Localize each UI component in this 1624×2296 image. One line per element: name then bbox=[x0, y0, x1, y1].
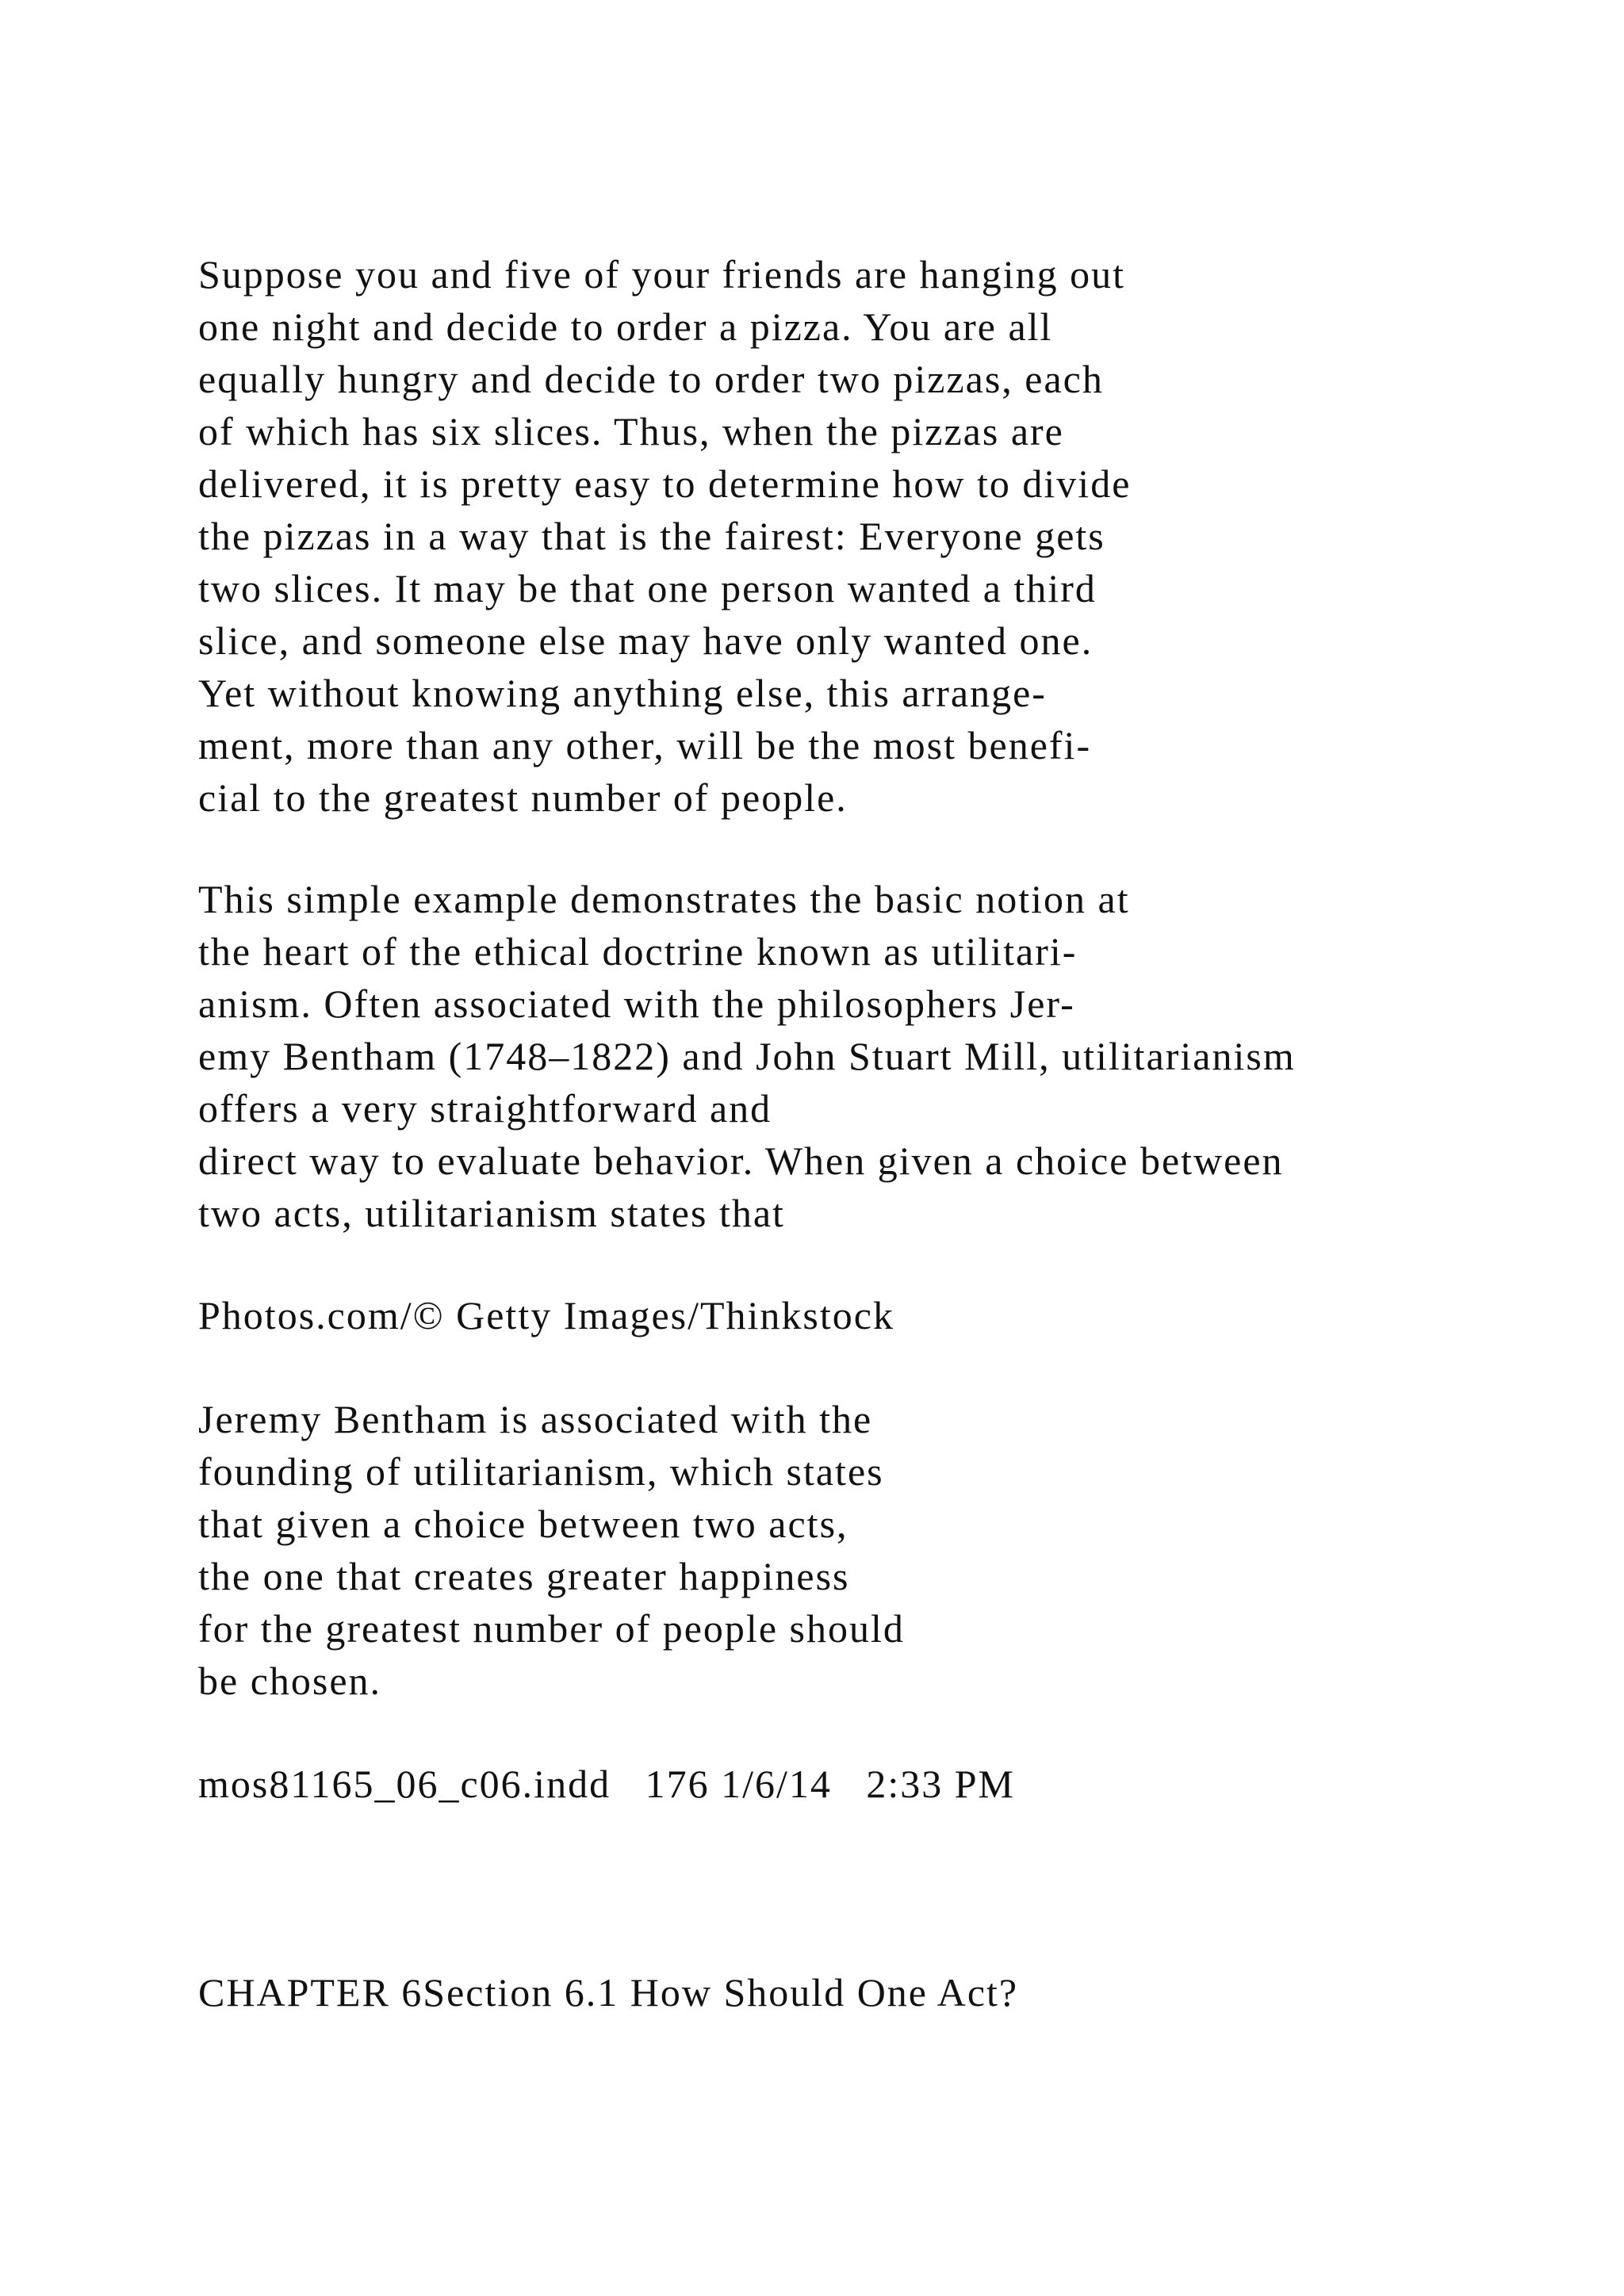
text-line: direct way to evaluate behavior. When given a choice between bbox=[198, 1138, 1284, 1183]
caption-line: that given a choice between two acts, bbox=[198, 1502, 848, 1546]
slug-text: mos81165_06_c06.indd 176 1/6/14 2:33 PM bbox=[198, 1762, 1016, 1806]
photo-credit-text: Photos.com/© Getty Images/Thinkstock bbox=[198, 1293, 894, 1337]
text-line: two slices. It may be that one person wanted a third bbox=[198, 566, 1097, 610]
text-line: one night and decide to order a pizza. You are all bbox=[198, 304, 1053, 349]
text-line: the heart of the ethical doctrine known as utilitari- bbox=[198, 929, 1078, 974]
caption-line: for the greatest number of people should bbox=[198, 1606, 905, 1651]
caption-line: Jeremy Bentham is associated with the bbox=[198, 1397, 873, 1441]
print-slug bbox=[198, 1758, 1015, 1810]
text-line: Yet without knowing anything else, this arrange- bbox=[198, 671, 1047, 715]
text-line: anism. Often associated with the philosophers Jer- bbox=[198, 982, 1075, 1026]
chapter-header bbox=[198, 1966, 1018, 2019]
text-line: equally hungry and decide to order two pizzas, each bbox=[198, 357, 1104, 401]
text-line: of which has six slices. Thus, when the pizzas are bbox=[198, 409, 1064, 453]
text-line: two acts, utilitarianism states that bbox=[198, 1191, 785, 1235]
text-line: the pizzas in a way that is the fairest: Everyone gets bbox=[198, 514, 1105, 558]
caption-line: be chosen. bbox=[198, 1659, 382, 1703]
body-paragraph bbox=[198, 873, 1296, 1239]
caption-line: founding of utilitarianism, which states bbox=[198, 1449, 884, 1494]
text-line: Suppose you and five of your friends are hanging out bbox=[198, 252, 1126, 297]
caption-line: the one that creates greater happiness bbox=[198, 1554, 850, 1598]
photo-credit bbox=[198, 1289, 894, 1341]
text-line: delivered, it is pretty easy to determine how to divide bbox=[198, 461, 1132, 506]
chapter-header-text: CHAPTER 6Section 6.1 How Should One Act? bbox=[198, 1970, 1019, 2015]
text-line: slice, and someone else may have only wanted one. bbox=[198, 618, 1094, 663]
body-paragraph bbox=[198, 248, 1131, 824]
text-line: cial to the greatest number of people. bbox=[198, 775, 848, 820]
text-line: emy Bentham (1748–1822) and John Stuart Mill, utilitarianism bbox=[198, 1034, 1296, 1078]
figure-caption bbox=[198, 1393, 905, 1707]
text-line: offers a very straightforward and bbox=[198, 1086, 772, 1131]
text-line: This simple example demonstrates the basic notion at bbox=[198, 877, 1130, 921]
text-line: ment, more than any other, will be the most benefi- bbox=[198, 723, 1092, 767]
